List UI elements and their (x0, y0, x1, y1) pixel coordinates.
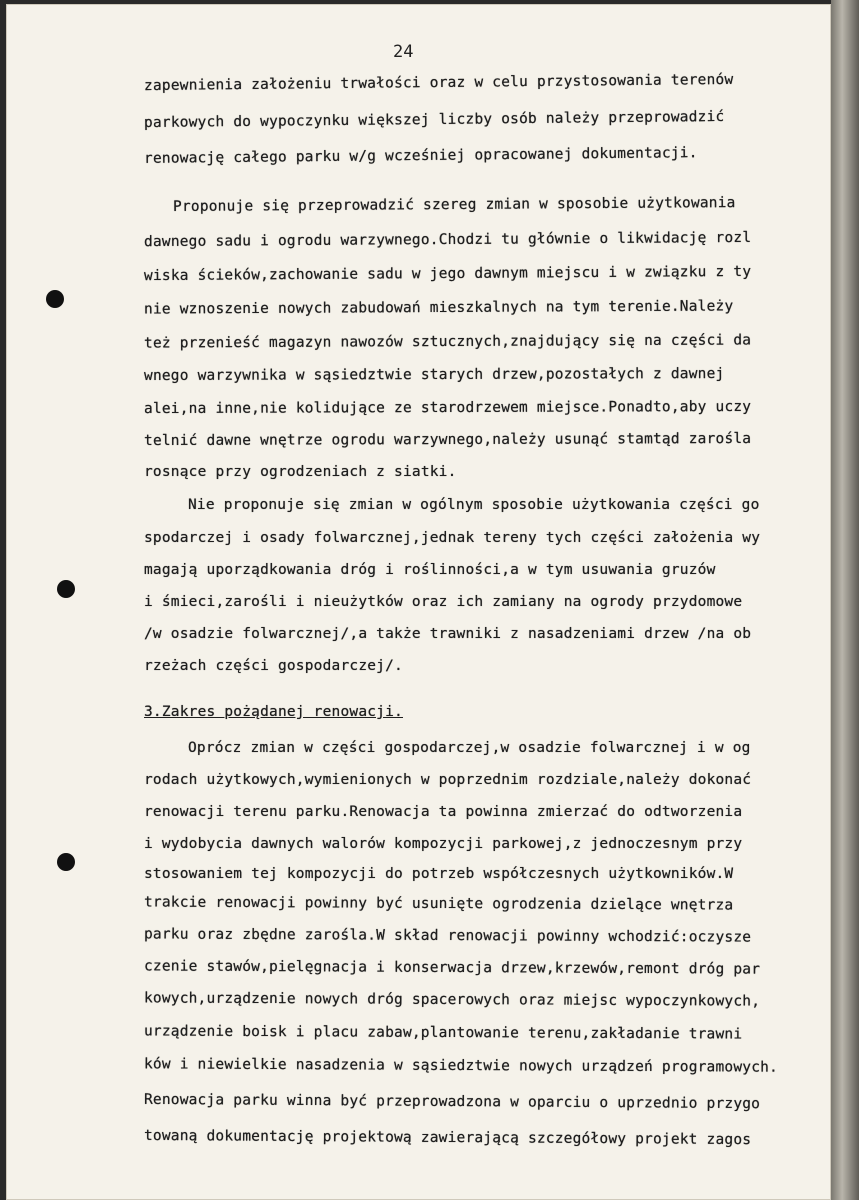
text-line: Renowacja parku winna być przeprowadzona w oparciu o uprzednio przygo (143, 1091, 761, 1113)
text-line: stosowaniem tej kompozycji do potrzeb współczesnych użytkowników.W (144, 866, 734, 882)
text-line: wnego warzywnika w sąsiedztwie starych drzew,pozostałych z dawnej (143, 365, 725, 385)
text-line: telnić dawne wnętrze ogrodu warzywnego,należy usunąć stamtąd zarośla (143, 430, 752, 450)
text-line: i wydobycia dawnych walorów kompozycji parkowej,z jednoczesnym przy (144, 836, 743, 852)
text-line: wiska ścieków,zachowanie sadu w jego dawnym miejscu i w związku z ty (143, 263, 752, 285)
text-line: spodarczej i osady folwarcznej,jednak tereny tych części założenia wy (144, 530, 761, 546)
text-line: dawnego sadu i ogrodu warzywnego.Chodzi tu głównie o likwidację rozl (143, 229, 752, 251)
text-line: też przenieść magazyn nawozów sztucznych,znajdujący się na części da (143, 332, 752, 352)
punch-hole-top (46, 290, 64, 308)
text-line: /w osadzie folwarcznej/,a także trawniki z nasadzeniami drzew /na ob (144, 626, 752, 642)
text-line: nie wznoszenie nowych zabudowań mieszkalnych na tym terenie.Należy (143, 298, 734, 318)
scanner-edge (831, 0, 859, 1200)
text-line: rosnące przy ogrodzeniach z siatki. (144, 464, 457, 480)
text-line: ków i niewielkie nasadzenia w sąsiedztwie nowych urządzeń programowych. (143, 1056, 779, 1076)
text-line: renowacji terenu parku.Renowacja ta powinna zmierzać do odtworzenia (144, 804, 743, 820)
text-line: parku oraz zbędne zarośla.W skład renowacji powinny wchodzić:oczysze (143, 926, 752, 946)
text-line: urządzenie boisk i placu zabaw,plantowanie terenu,zakładanie trawni (143, 1023, 743, 1043)
text-line: kowych,urządzenie nowych dróg spacerowych oraz miejsc wypoczynkowych, (143, 990, 761, 1010)
text-line: Oprócz zmian w części gospodarczej,w osadzie folwarcznej i w og (188, 740, 751, 756)
section-heading: 3.Zakres pożądanej renowacji. (144, 704, 403, 720)
page-number: 24 (393, 42, 414, 62)
text-line: alei,na inne,nie kolidujące ze starodrzewem miejsce.Ponadto,aby uczy (143, 398, 752, 418)
punch-hole-middle (57, 580, 75, 598)
text-line: i śmieci,zarośli i nieużytków oraz ich zamiany na ogrody przydomowe (144, 594, 743, 610)
text-line: parkowych do wypoczynku większej liczby osób należy przeprowadzić (143, 108, 725, 132)
text-line: magają uporządkowania dróg i roślinności,a w tym usuwania gruzów (144, 562, 716, 578)
text-line: rodach użytkowych,wymienionych w poprzednim rozdziale,należy dokonać (144, 772, 752, 788)
text-line: zapewnienia założeniu trwałości oraz w celu przystosowania terenów (143, 71, 734, 95)
text-line: czenie stawów,pielęgnacja i konserwacja drzew,krzewów,remont dróg par (143, 958, 761, 978)
punch-hole-bottom (57, 853, 75, 871)
text-line: Proponuje się przeprowadzić szereg zmian w sposobie użytkowania (172, 195, 736, 215)
text-line: trakcie renowacji powinny być usunięte ogrodzenia dzielące wnętrza (143, 894, 734, 914)
text-line: rzeżach części gospodarczej/. (144, 658, 403, 674)
text-line: renowację całego parku w/g wcześniej opracowanej dokumentacji. (143, 145, 698, 167)
text-line: towaną dokumentację projektową zawierającą szczegółowy projekt zagos (143, 1127, 752, 1149)
text-line: Nie proponuje się zmian w ogólnym sposobie użytkowania części go (188, 497, 760, 513)
